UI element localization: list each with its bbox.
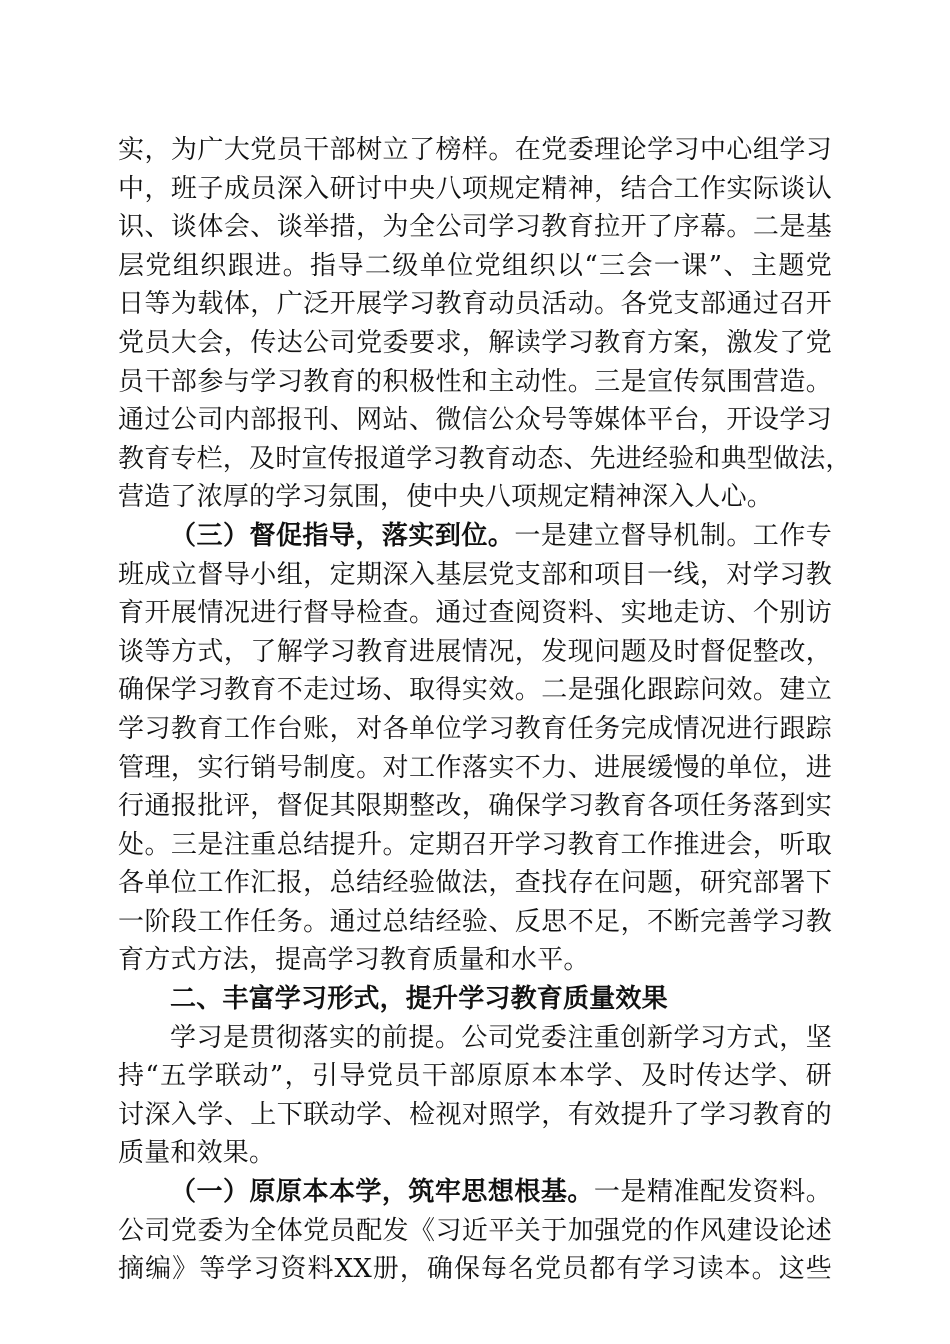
- text-line: [118, 1173, 832, 1212]
- text-line: 讨深入学、上下联动学、检视对照学，有效提升了学习教育的: [118, 1099, 832, 1130]
- text-line: 识、谈体会、谈举措，为全公司学习教育拉开了序幕。二是基: [118, 212, 832, 243]
- text-line: 党员大会，传达公司党委要求，解读学习教育方案，激发了党: [118, 327, 832, 358]
- text-line: 一阶段工作任务。通过总结经验、反思不足，不断完善学习教: [118, 906, 832, 937]
- text-line: 持“五学联动”，引导党员干部原原本本学、及时传达学、研: [118, 1061, 832, 1092]
- text-line: 确保学习教育不走过场、取得实效。二是强化跟踪问效。建立: [118, 675, 832, 706]
- text-line: 班成立督导小组，定期深入基层党支部和项目一线，对学习教: [118, 559, 832, 590]
- text-line: 中，班子成员深入研讨中央八项规定精神，结合工作实际谈认: [118, 173, 832, 204]
- text-line: 实，为广大党员干部树立了榜样。在党委理论学习中心组学习: [118, 135, 832, 165]
- text-line: 学习教育工作台账，对各单位学习教育任务完成情况进行跟踪: [118, 713, 832, 744]
- section-1-paragraph: [118, 1173, 832, 1289]
- document-body: [118, 131, 852, 1289]
- text-line: [118, 517, 832, 556]
- text-line: 育开展情况进行督导检查。通过查阅资料、实地走访、个别访: [118, 598, 832, 629]
- intro-paragraph-2: [118, 1019, 832, 1173]
- text-line: 层党组织跟进。指导二级单位党组织以“三会一课”、主题党: [118, 250, 832, 281]
- text-line: 学习是贯彻落实的前提。公司党委注重创新学习方式，坚: [170, 1022, 832, 1053]
- section-1-lead: （一）原原本本学，筑牢思想根基。: [170, 1177, 594, 1208]
- paragraph-continued: [118, 131, 852, 517]
- text-line: 教育专栏，及时宣传报道学习教育动态、先进经验和典型做法，: [118, 443, 852, 474]
- text-line: 育方式方法，提高学习教育质量和水平。: [118, 945, 590, 976]
- section-3-first-line-rest: 一是建立督导机制。工作专: [514, 520, 832, 551]
- text-line: 公司党委为全体党员配发《习近平关于加强党的作风建设论述: [118, 1215, 832, 1246]
- text-line: 员干部参与学习教育的积极性和主动性。三是宣传氛围营造。: [118, 366, 832, 397]
- text-line: 质量和效果。: [118, 1138, 276, 1169]
- text-line: 谈等方式，了解学习教育进展情况，发现问题及时督促整改，: [118, 636, 832, 667]
- text-line: 处。三是注重总结提升。定期召开学习教育工作推进会，听取: [118, 829, 832, 860]
- text-line: 各单位工作汇报，总结经验做法，查找存在问题，研究部署下: [118, 868, 832, 899]
- text-line: 营造了浓厚的学习氛围，使中央八项规定精神深入人心。: [118, 482, 774, 513]
- text-line: 日等为载体，广泛开展学习教育动员活动。各党支部通过召开: [118, 289, 832, 320]
- text-line: 通过公司内部报刊、网站、微信公众号等媒体平台，开设学习: [118, 405, 832, 436]
- text-line: 管理，实行销号制度。对工作落实不力、进展缓慢的单位，进: [118, 752, 832, 783]
- text-line: 行通报批评，督促其限期整改，确保学习教育各项任务落到实: [118, 791, 832, 822]
- section-heading-2: 二、丰富学习形式，提升学习教育质量效果: [170, 984, 668, 1015]
- section-1-first-line-rest: 一是精准配发资料。: [593, 1177, 832, 1208]
- section-3-paragraph: [118, 517, 832, 980]
- section-3-lead: （三）督促指导，落实到位。: [170, 520, 515, 551]
- text-line: 摘编》等学习资料XX册，确保每名党员都有学习读本。这些: [118, 1254, 832, 1285]
